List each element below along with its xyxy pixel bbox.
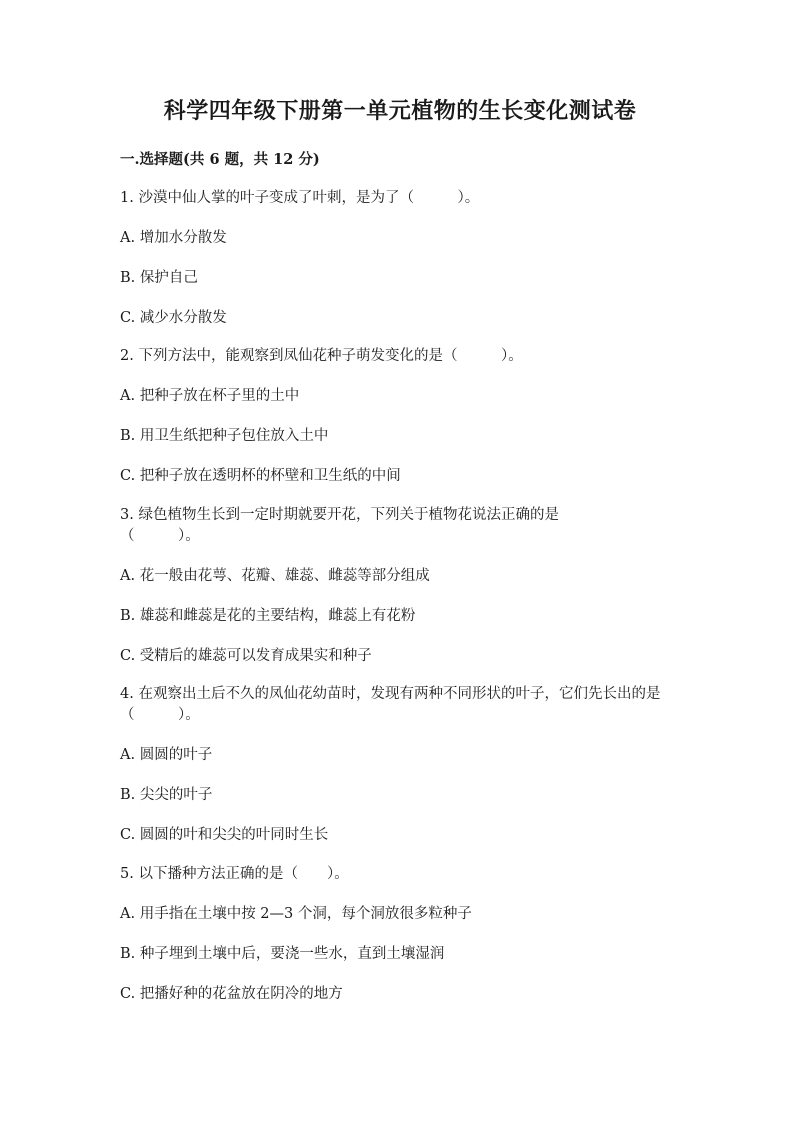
question-5-stem: 5. 以下播种方法正确的是（ ）。 <box>120 866 349 882</box>
question-5-option-a: A. 用手指在土壤中按 2—3 个洞，每个洞放很多粒种子 <box>120 906 472 922</box>
question-1-option-b: B. 保护自己 <box>120 270 198 286</box>
question-2-option-a: A. 把种子放在杯子里的土中 <box>120 388 300 404</box>
question-2-option-b: B. 用卫生纸把种子包住放入土中 <box>120 428 329 444</box>
section-heading: 一.选择题(共 6 题，共 12 分) <box>120 151 320 168</box>
page-title: 科学四年级下册第一单元植物的生长变化测试卷 <box>163 98 637 124</box>
question-4-stem: 4. 在观察出土后不久的凤仙花幼苗时，发现有两种不同形状的叶子，它们先长出的是（ ）。 <box>120 686 661 723</box>
question-2-option-c: C. 把种子放在透明杯的杯壁和卫生纸的中间 <box>120 468 401 484</box>
question-3-option-c: C. 受精后的雄蕊可以发育成果实和种子 <box>120 648 372 664</box>
question-3-stem: 3. 绿色植物生长到一定时期就要开花，下列关于植物花说法正确的是（ ）。 <box>120 507 559 544</box>
question-4-option-c: C. 圆圆的叶和尖尖的叶同时生长 <box>120 827 329 843</box>
question-4-option-b: B. 尖尖的叶子 <box>120 787 213 803</box>
question-5-option-c: C. 把播好种的花盆放在阴冷的地方 <box>120 986 343 1002</box>
question-1-option-c: C. 减少水分散发 <box>120 310 227 326</box>
question-2-stem: 2. 下列方法中，能观察到凤仙花种子萌发变化的是（ ）。 <box>120 348 523 364</box>
question-3-option-b: B. 雄蕊和雌蕊是花的主要结构，雌蕊上有花粉 <box>120 608 416 624</box>
question-4-option-a: A. 圆圆的叶子 <box>120 747 213 763</box>
question-5-option-b: B. 种子埋到土壤中后，要浇一些水，直到土壤湿润 <box>120 946 445 962</box>
question-1-option-a: A. 增加水分散发 <box>120 230 227 246</box>
question-3-option-a: A. 花一般由花萼、花瓣、雄蕊、雌蕊等部分组成 <box>120 568 430 584</box>
question-1-stem: 1. 沙漠中仙人掌的叶子变成了叶刺，是为了（ ）。 <box>120 190 480 206</box>
